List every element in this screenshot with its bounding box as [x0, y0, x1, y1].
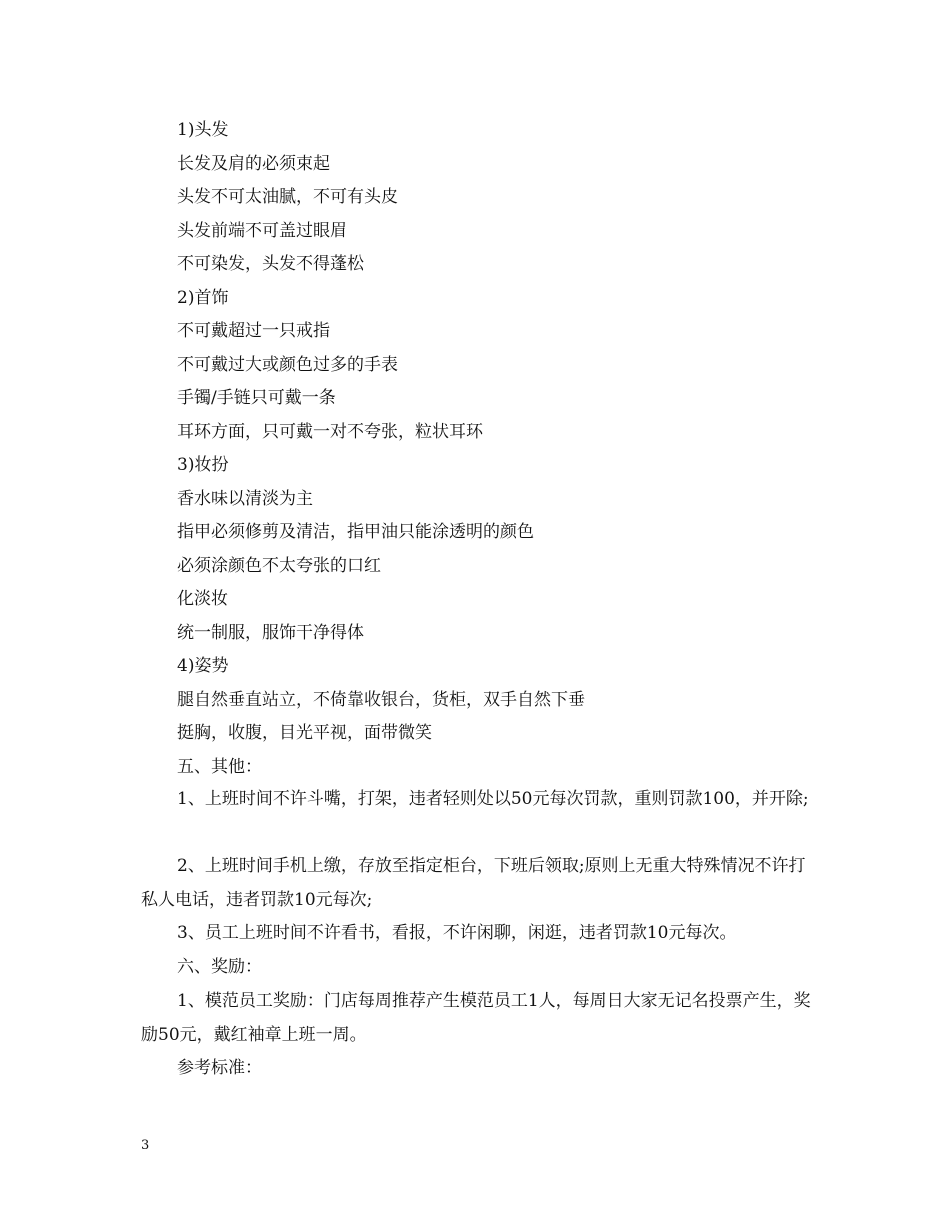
text-line: 不可戴过大或颜色过多的手表	[177, 355, 398, 375]
text-line: 4)姿势	[177, 656, 229, 676]
text-line: 头发不可太油腻，不可有头皮	[177, 187, 398, 207]
text-line: 不可染发，头发不得蓬松	[177, 254, 364, 274]
paragraph: 参考标准：	[177, 1058, 262, 1078]
paragraph: 3、员工上班时间不许看书，看报，不许闲聊，闲逛，违者罚款10元每次。	[177, 923, 737, 943]
text-line: 长发及肩的必须束起	[177, 154, 330, 174]
text-line: 3)妆扮	[177, 455, 229, 475]
text-line: 头发前端不可盖过眼眉	[177, 221, 347, 241]
text-line: 腿自然垂直站立，不倚靠收银台，货柜，双手自然下垂	[177, 690, 585, 710]
text-line: 统一制服，服饰干净得体	[177, 623, 364, 643]
text-line: 挺胸，收腹，目光平视，面带微笑	[177, 723, 432, 743]
text-line: 1)头发	[177, 120, 229, 140]
page-number: 3	[141, 1138, 150, 1153]
text-line: 指甲必须修剪及清洁，指甲油只能涂透明的颜色	[177, 522, 534, 542]
section-heading: 五、其他：	[177, 757, 262, 777]
text-line: 化淡妆	[177, 589, 228, 609]
paragraph: 1、上班时间不许斗嘴，打架，违者轻则处以50元每次罚款，重则罚款100，并开除;	[177, 789, 809, 809]
text-line: 耳环方面，只可戴一对不夸张，粒状耳环	[177, 422, 483, 442]
text-line: 2)首饰	[177, 288, 229, 308]
text-line: 不可戴超过一只戒指	[177, 321, 330, 341]
text-line: 必须涂颜色不太夸张的口红	[177, 556, 381, 576]
section-heading: 六、奖励：	[177, 957, 262, 977]
paragraph: 2、上班时间手机上缴，存放至指定柜台，下班后领取;原则上无重大特殊情况不许打私人电话，违者罚款10元每次;	[141, 856, 806, 910]
text-line: 手镯/手链只可戴一条	[177, 388, 336, 408]
paragraph: 1、模范员工奖励：门店每周推荐产生模范员工1人，每周日大家无记名投票产生，奖励50元，戴红袖章上班一周。	[141, 991, 811, 1045]
text-line: 香水味以清淡为主	[177, 489, 313, 509]
